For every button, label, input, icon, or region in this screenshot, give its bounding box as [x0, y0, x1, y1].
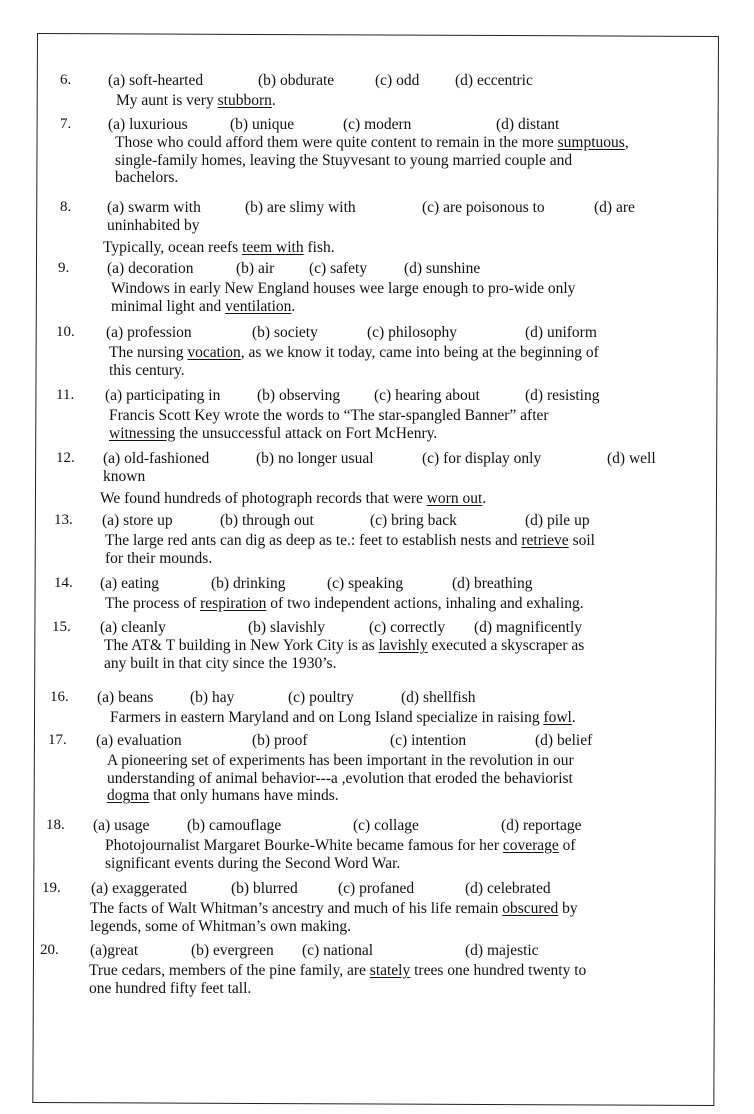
underlined-word: coverage — [502, 837, 559, 854]
answer-option-b: (b) society — [252, 324, 318, 341]
answer-option-a: (a)great — [90, 942, 139, 959]
sentence-line: True cedars, members of the pine family, are stately trees one hundred twenty to — [89, 962, 587, 979]
answer-option-c: (c) national — [302, 942, 374, 959]
sentence-line: bachelors. — [115, 169, 179, 186]
answer-option-b: (b) through out — [220, 512, 314, 529]
sentence-line: My aunt is very stubborn. — [116, 92, 276, 109]
answer-options — [97, 689, 700, 707]
answer-option-a: (a) store up — [102, 512, 173, 529]
answer-options — [100, 575, 700, 593]
sentence-line: Typically, ocean reefs teem with fish. — [103, 239, 335, 256]
question-number: 19. — [42, 880, 61, 896]
underlined-word: fowl — [543, 709, 572, 726]
answer-option-c: (c) odd — [375, 72, 420, 89]
answer-option-a: (a) evaluation — [96, 732, 182, 749]
answer-options — [96, 732, 700, 750]
question-number: 14. — [54, 575, 73, 591]
answer-option-d: (d) pile up — [525, 512, 590, 529]
sentence-line: Francis Scott Key wrote the words to “The star-spangled Banner” after — [109, 407, 549, 424]
answer-option-d: (d) shellfish — [401, 689, 476, 706]
answer-option-b: (b) no longer usual — [256, 450, 374, 467]
answer-options — [90, 942, 700, 960]
answer-option-b: (b) hay — [190, 689, 235, 706]
question-number: 7. — [60, 116, 72, 132]
answer-option-a: (a) eating — [100, 575, 159, 592]
answer-option-d: (d) reportage — [501, 817, 582, 834]
question-number: 18. — [46, 817, 65, 833]
underlined-word: worn out — [426, 490, 483, 507]
answer-option-c: (c) are poisonous to — [422, 199, 545, 216]
sentence-line: any built in that city since the 1930’s. — [104, 654, 337, 672]
underlined-word: stately — [369, 962, 411, 979]
question-sentence — [89, 962, 586, 997]
answer-option-c: (c) correctly — [369, 619, 446, 636]
sentence-line: Farmers in eastern Maryland and on Long Island specialize in raising fowl. — [110, 709, 576, 726]
answer-option-a: (a) decoration — [107, 260, 194, 277]
question-number: 20. — [40, 942, 59, 958]
sentence-line: Photojournalist Margaret Bourke-White became famous for her coverage of — [105, 837, 576, 854]
sentence-line: this century. — [109, 361, 185, 379]
question-sentence — [116, 92, 276, 110]
answer-option-d: (d) well known — [103, 450, 656, 485]
sentence-line: understanding of animal behavior---a ,evolution that eroded the behaviorist — [107, 769, 573, 787]
answer-option-d: (d) majestic — [465, 942, 539, 959]
question-number: 13. — [54, 512, 73, 528]
answer-options — [107, 199, 700, 235]
underlined-word: respiration — [200, 595, 267, 612]
sentence-line: single-family homes, leaving the Stuyvesant to young married couple and — [115, 151, 573, 169]
answer-option-a: (a) cleanly — [100, 619, 166, 636]
answer-option-a: (a) exaggerated — [91, 880, 187, 897]
question-number: 15. — [52, 619, 71, 635]
question-number: 17. — [48, 732, 67, 748]
answer-options — [106, 324, 700, 342]
answer-option-b: (b) slavishly — [248, 619, 326, 636]
sentence-line: minimal light and ventilation. — [111, 297, 296, 315]
underlined-word: sumptuous — [557, 134, 625, 151]
answer-option-d: (d) are uninhabited by — [107, 199, 635, 234]
answer-option-d: (d) uniform — [525, 324, 597, 341]
underlined-word: vocation — [187, 344, 241, 361]
answer-options — [93, 817, 700, 835]
answer-option-b: (b) drinking — [211, 575, 286, 592]
answer-option-a: (a) luxurious — [108, 116, 188, 133]
sentence-line: Those who could afford them were quite content to remain in the more sumptuous, — [115, 134, 629, 151]
underlined-word: lavishly — [378, 637, 428, 654]
answer-option-c: (c) safety — [309, 260, 368, 277]
answer-options — [105, 387, 700, 405]
answer-options — [108, 72, 700, 90]
answer-option-c: (c) philosophy — [367, 324, 457, 341]
sentence-line: The facts of Walt Whitman’s ancestry and much of his life remain obscured by — [90, 900, 578, 917]
sentence-line: for their mounds. — [105, 549, 213, 567]
answer-option-a: (a) beans — [97, 689, 154, 706]
question-number: 16. — [50, 689, 69, 705]
question-number: 12. — [56, 450, 75, 466]
answer-option-d: (d) magnificently — [474, 619, 583, 636]
answer-option-a: (a) participating in — [105, 387, 221, 404]
answer-option-d: (d) sunshine — [404, 260, 481, 277]
question-number: 9. — [58, 260, 70, 276]
sentence-line: dogma that only humans have minds. — [107, 787, 339, 804]
answer-options — [91, 880, 700, 898]
sentence-line: one hundred fifty feet tall. — [89, 979, 252, 997]
answer-option-b: (b) evergreen — [191, 942, 274, 959]
answer-option-b: (b) air — [236, 260, 275, 277]
underlined-word: teem with — [242, 239, 304, 256]
answer-options — [100, 619, 700, 637]
answer-option-b: (b) blurred — [231, 880, 298, 897]
answer-option-a: (a) soft-hearted — [108, 72, 204, 89]
answer-option-d: (d) eccentric — [455, 72, 533, 89]
answer-option-b: (b) are slimy with — [245, 199, 356, 216]
answer-option-c: (c) intention — [390, 732, 467, 749]
answer-option-a: (a) swarm with — [107, 199, 201, 216]
answer-option-b: (b) camouflage — [187, 817, 282, 834]
underlined-word: dogma — [107, 787, 150, 804]
underlined-word: retrieve — [521, 532, 569, 549]
answer-options — [107, 260, 700, 278]
question-sentence — [100, 490, 486, 508]
question-sentence — [90, 900, 578, 935]
underlined-word: obscured — [502, 900, 559, 917]
answer-option-d: (d) belief — [535, 732, 593, 749]
answer-option-b: (b) obdurate — [258, 72, 335, 89]
sentence-line: A pioneering set of experiments has been important in the revolution in our — [107, 752, 574, 769]
question-sentence — [105, 532, 595, 567]
question-sentence — [109, 344, 599, 379]
answer-option-c: (c) bring back — [370, 512, 457, 529]
question-number: 10. — [56, 324, 75, 340]
sentence-line: The nursing vocation, as we know it today, came into being at the beginning of — [109, 344, 599, 361]
answer-option-c: (c) poultry — [288, 689, 354, 706]
sentence-line: The large red ants can dig as deep as te.: feet to establish nests and retrieve soil — [105, 532, 595, 549]
sentence-line: legends, some of Whitman’s own making. — [90, 917, 352, 935]
answer-option-c: (c) collage — [353, 817, 419, 834]
answer-option-a: (a) old-fashioned — [103, 450, 210, 467]
underlined-word: stubborn — [217, 92, 272, 109]
answer-options — [103, 450, 700, 486]
answer-option-c: (c) modern — [343, 116, 412, 133]
answer-option-d: (d) celebrated — [465, 880, 551, 897]
answer-option-b: (b) observing — [257, 387, 341, 404]
question-number: 6. — [60, 72, 72, 88]
question-number: 8. — [60, 199, 72, 215]
underlined-word: witnessing — [109, 424, 176, 442]
answer-option-d: (d) distant — [496, 116, 560, 133]
sentence-line: We found hundreds of photograph records that were worn out. — [100, 490, 487, 507]
question-sentence — [104, 637, 584, 672]
question-sentence — [111, 280, 575, 315]
answer-option-d: (d) resisting — [525, 387, 600, 404]
answer-option-c: (c) hearing about — [374, 387, 480, 404]
answer-option-b: (b) proof — [252, 732, 308, 749]
question-sentence — [105, 837, 576, 872]
sentence-line: Windows in early New England houses wee large enough to pro-wide only — [111, 280, 576, 297]
answer-option-c: (c) speaking — [327, 575, 404, 592]
answer-option-c: (c) for display only — [422, 450, 542, 467]
sentence-line: The process of respiration of two independent actions, inhaling and exhaling. — [105, 595, 584, 612]
question-sentence — [105, 595, 584, 613]
question-sentence — [103, 239, 335, 257]
question-sentence — [115, 134, 629, 187]
answer-option-b: (b) unique — [230, 116, 295, 133]
sentence-line: witnessing the unsuccessful attack on Fort McHenry. — [109, 424, 438, 442]
answer-option-a: (a) profession — [106, 324, 192, 341]
answer-option-a: (a) usage — [93, 817, 150, 834]
answer-options — [102, 512, 700, 530]
answer-option-d: (d) breathing — [452, 575, 533, 592]
answer-option-c: (c) profaned — [338, 880, 415, 897]
question-sentence — [107, 752, 574, 805]
question-sentence — [109, 407, 549, 442]
question-number: 11. — [56, 387, 75, 403]
answer-options — [108, 116, 700, 134]
question-sentence — [110, 709, 576, 727]
sentence-line: The AT& T building in New York City is as lavishly executed a skyscraper as — [104, 637, 585, 654]
sentence-line: significant events during the Second Word War. — [105, 854, 401, 872]
underlined-word: ventilation — [225, 297, 292, 315]
